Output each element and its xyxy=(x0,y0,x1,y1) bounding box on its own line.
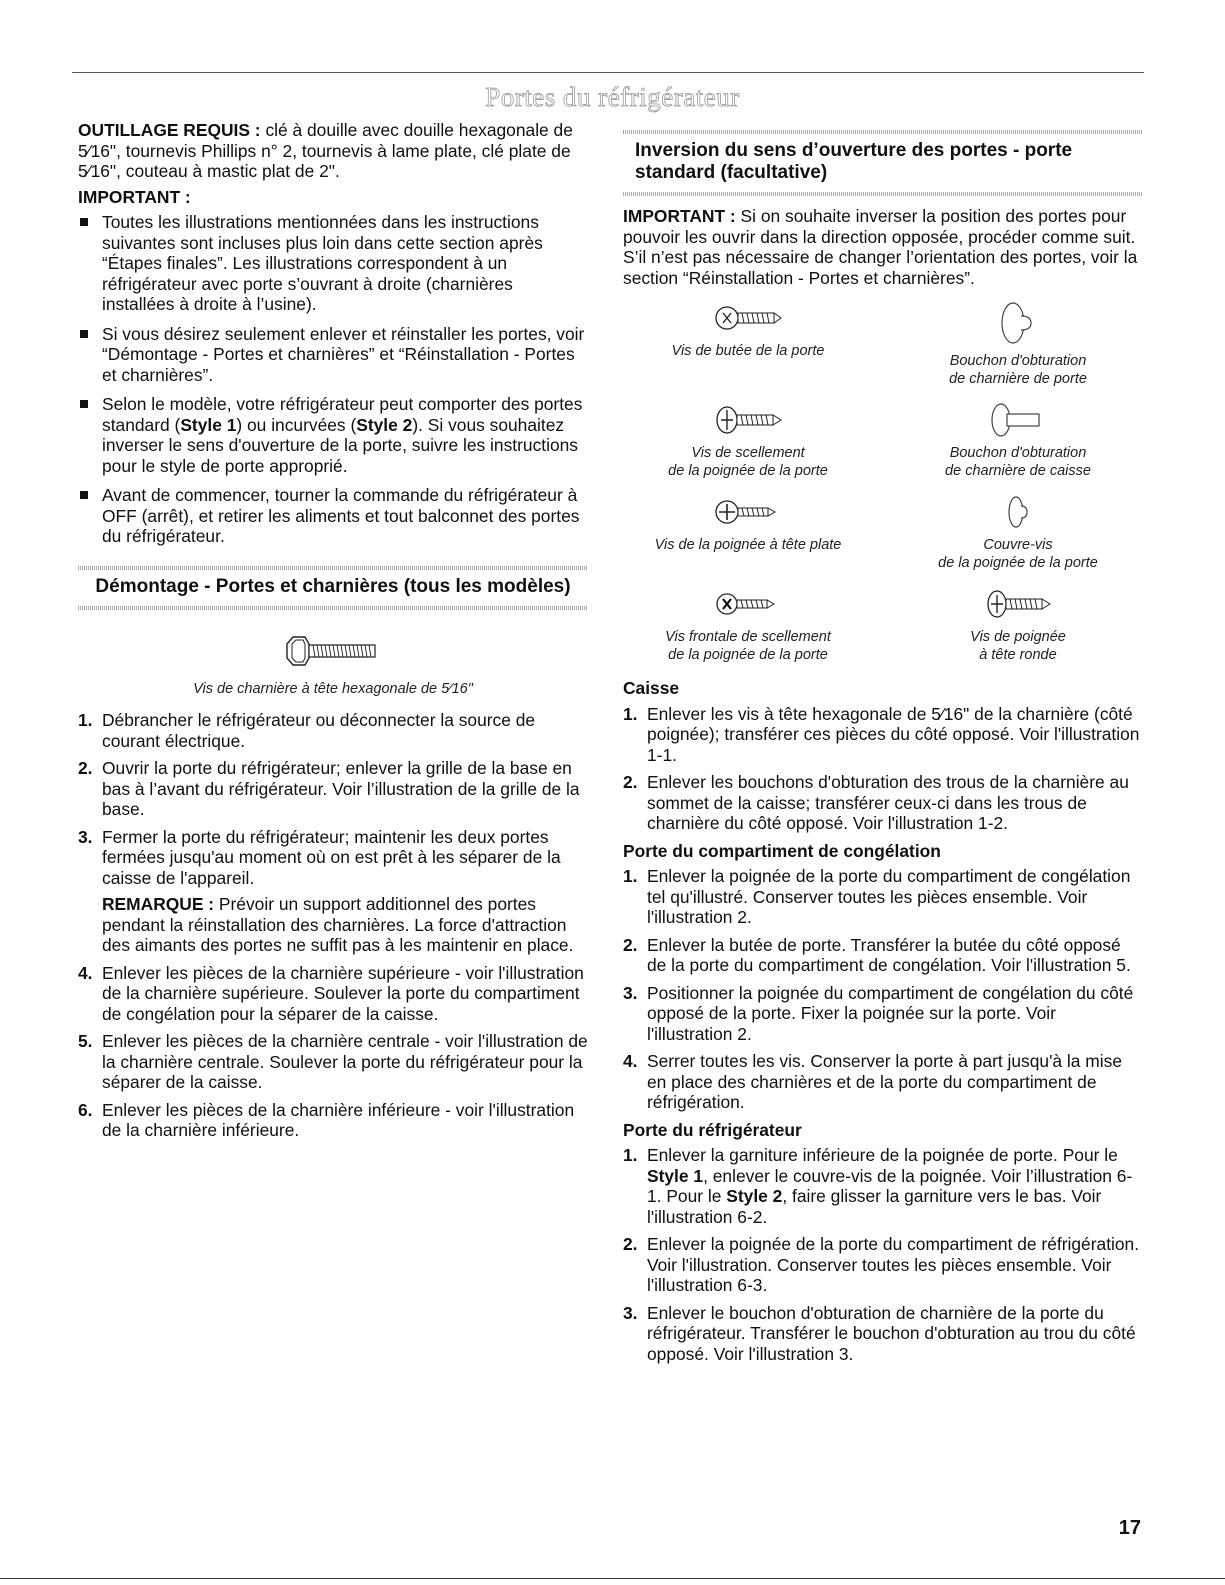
part-item: Vis de scellement de la poignée de la porte xyxy=(623,400,873,480)
list-item: 1. Enlever la poignée de la porte du compartiment de congélation tel qu'illustré. Conserver toutes les pièces ensemble. Voir l'illustration 2. xyxy=(623,866,1131,927)
section-header-removal xyxy=(78,556,588,620)
tools-paragraph xyxy=(78,120,588,182)
left-column xyxy=(78,120,588,1148)
important-list xyxy=(78,212,588,547)
list-item: 1. Enlever la garniture inférieure de la poignée de porte. Pour le Style 1, enlever le couvre-vis de la poignée. Voir l’illustration 6-1. Pour le Style 2, faire glisser la garniture vers le bas. Voir l'illustration 6-2. xyxy=(623,1145,1133,1227)
top-rule xyxy=(72,72,1144,73)
part-item: Bouchon d'obturation de charnière de caisse xyxy=(893,400,1143,480)
removal-steps xyxy=(78,710,588,1141)
section-title: Inversion du sens d’ouverture des portes - porte standard (facultative) xyxy=(635,140,1073,183)
list-item: 2. Ouvrir la porte du réfrigérateur; enlever la grille de la base en bas à l’avant du réfrigérateur. Voir l’illustration de la grille de la base. xyxy=(78,758,580,819)
list-item: 3. Positionner la poignée du compartiment de congélation du côté opposé de la porte. Fixer la poignée sur la porte. Voir l'illustration 2. xyxy=(623,982,1134,1044)
bottom-rule xyxy=(0,1578,1225,1579)
freezer-steps xyxy=(623,866,1143,1113)
list-item: 6. Enlever les pièces de la charnière inférieure - voir l'illustration de la charnière inférieure. xyxy=(78,1099,575,1140)
fridge-title: Porte du réfrigérateur xyxy=(623,1119,802,1140)
page-title: Portes du réfrigérateur xyxy=(485,82,740,112)
handle-seal-screw-icon xyxy=(713,400,783,440)
tools-text: clé à douille avec douille hexagonale de 5⁄16", tournevis Phillips n° 2, tournevis à lame plate, clé plate de 5⁄16", couteau à mastic plat de 2". xyxy=(78,120,573,181)
list-item: Si vous désirez seulement enlever et réinstaller les portes, voir “Démontage - Portes et charnières” et “Réinstallation - Portes et charnières”. xyxy=(78,324,588,386)
remark: REMARQUE : Prévoir un support additionnel des portes pendant la réinstallation des charnières. La force d'attraction des aimants des portes ne suffit pas à les maintenir en place. xyxy=(102,894,574,955)
handle-screw-cover-icon xyxy=(998,492,1038,532)
list-item: 1. Débrancher le réfrigérateur ou déconnecter la source de courant électrique. xyxy=(78,710,536,751)
parts-grid xyxy=(623,298,1143,664)
list-item: 2. Enlever la butée de porte. Transférer la butée du côté opposé de la porte du compartiment de congélation. Voir l'illustration 5. xyxy=(623,934,1131,975)
important-paragraph: IMPORTANT : Si on souhaite inverser la position des portes pour pouvoir les ouvrir dans la direction opposée, procéder comme suit. S’il n’est pas nécessaire de changer l’orientation des portes, voir la section “Réinstallation - Portes et charnières”. xyxy=(623,206,1138,288)
right-column xyxy=(623,130,1143,1371)
part-item: Vis de butée de la porte xyxy=(623,298,873,388)
caisse-title: Caisse xyxy=(623,678,680,698)
important-label: IMPORTANT : xyxy=(78,186,191,207)
caisse-steps xyxy=(623,704,1143,834)
cabinet-hinge-plug-icon xyxy=(983,400,1053,440)
tools-label: OUTILLAGE REQUIS : xyxy=(78,120,261,140)
hex-screw-figure xyxy=(78,634,588,673)
door-stop-screw-icon xyxy=(713,298,783,338)
part-item: Vis de poignée à tête ronde xyxy=(893,584,1143,664)
front-seal-screw-icon xyxy=(713,584,783,624)
list-item: 3. Enlever le bouchon d'obturation de charnière de la porte du réfrigérateur. Transférer le bouchon d'obturation au trou du côté opposé. Voir l'illustration 3. xyxy=(623,1302,1136,1364)
hex-hinge-screw-icon xyxy=(283,634,383,668)
list-item: 4. Enlever les pièces de la charnière supérieure - voir l'illustration de la charnière supérieure. Soulever la porte du compartiment de congélation pour la séparer de la caisse. xyxy=(78,962,584,1024)
list-item: 4. Serrer toutes les vis. Conserver la porte à part jusqu'à la mise en place des charnières et de la porte du compartiment de réfrigération. xyxy=(623,1051,1123,1112)
list-item: Avant de commencer, tourner la commande du réfrigérateur à OFF (arrêt), et retirer les aliments et tout balconnet des portes du réfrigérateur. xyxy=(78,485,588,547)
page-number: 17 xyxy=(1118,1517,1141,1539)
round-head-handle-screw-icon xyxy=(983,584,1053,624)
list-item: 5. Enlever les pièces de la charnière centrale - voir l'illustration de la charnière centrale. Soulever la porte du réfrigérateur pour la séparer de la caisse. xyxy=(78,1031,588,1092)
list-item: 2. Enlever les bouchons d'obturation des trous de la charnière au sommet de la caisse; transférer ceux-ci dans les trous de charnière du côté opposé. Voir l'illustration 1-2. xyxy=(623,772,1129,833)
hex-screw-caption: Vis de charnière à tête hexagonale de 5⁄16" xyxy=(193,681,473,697)
list-item: Toutes les illustrations mentionnées dans les instructions suivantes sont incluses plus loin dans cette section après “Étapes finales”. Les illustrations correspondent à un réfrigérateur avec porte s’ouvrant à droite (charnières installées à droite à l’usine). xyxy=(78,212,588,315)
freezer-title: Porte du compartiment de congélation xyxy=(623,840,941,861)
list-item: Selon le modèle, votre réfrigérateur peut comporter des portes standard (Style 1) ou incurvées (Style 2). Si vous souhaitez inverser le sens d'ouverture de la porte, suivre les instructions pour le style de porte approprié. xyxy=(78,394,588,476)
part-item: Couvre-vis de la poignée de la porte xyxy=(893,492,1143,572)
section-title: Démontage - Portes et charnières (tous les modèles) xyxy=(95,575,571,597)
part-item: Bouchon d'obturation de charnière de porte xyxy=(893,298,1143,388)
list-item: 1. Enlever les vis à tête hexagonale de 5⁄16" de la charnière (côté poignée); transférer ces pièces du côté opposé. Voir l'illustration 1-1. xyxy=(623,703,1140,765)
section-header-reversal xyxy=(623,130,1143,206)
fridge-steps xyxy=(623,1145,1143,1364)
part-item: Vis de la poignée à tête plate xyxy=(623,492,873,572)
flat-head-handle-screw-icon xyxy=(713,492,783,532)
door-hinge-plug-icon xyxy=(993,298,1043,348)
list-item: 2. Enlever la poignée de la porte du compartiment de réfrigération. Voir l'illustration. Conserver toutes les pièces ensemble. Voir l'illustration 6-3. xyxy=(623,1234,1140,1295)
list-item: 3. Fermer la porte du réfrigérateur; maintenir les deux portes fermées jusqu'au moment où on est prêt à les séparer de la caisse de l'appareil. REMARQUE : Prévoir un support additionnel des portes pendant la réinstallation des charnières. La force d'attraction des aimants des portes ne suffit pas à les maintenir en place. xyxy=(78,827,588,956)
part-item: Vis frontale de scellement de la poignée de la porte xyxy=(623,584,873,664)
